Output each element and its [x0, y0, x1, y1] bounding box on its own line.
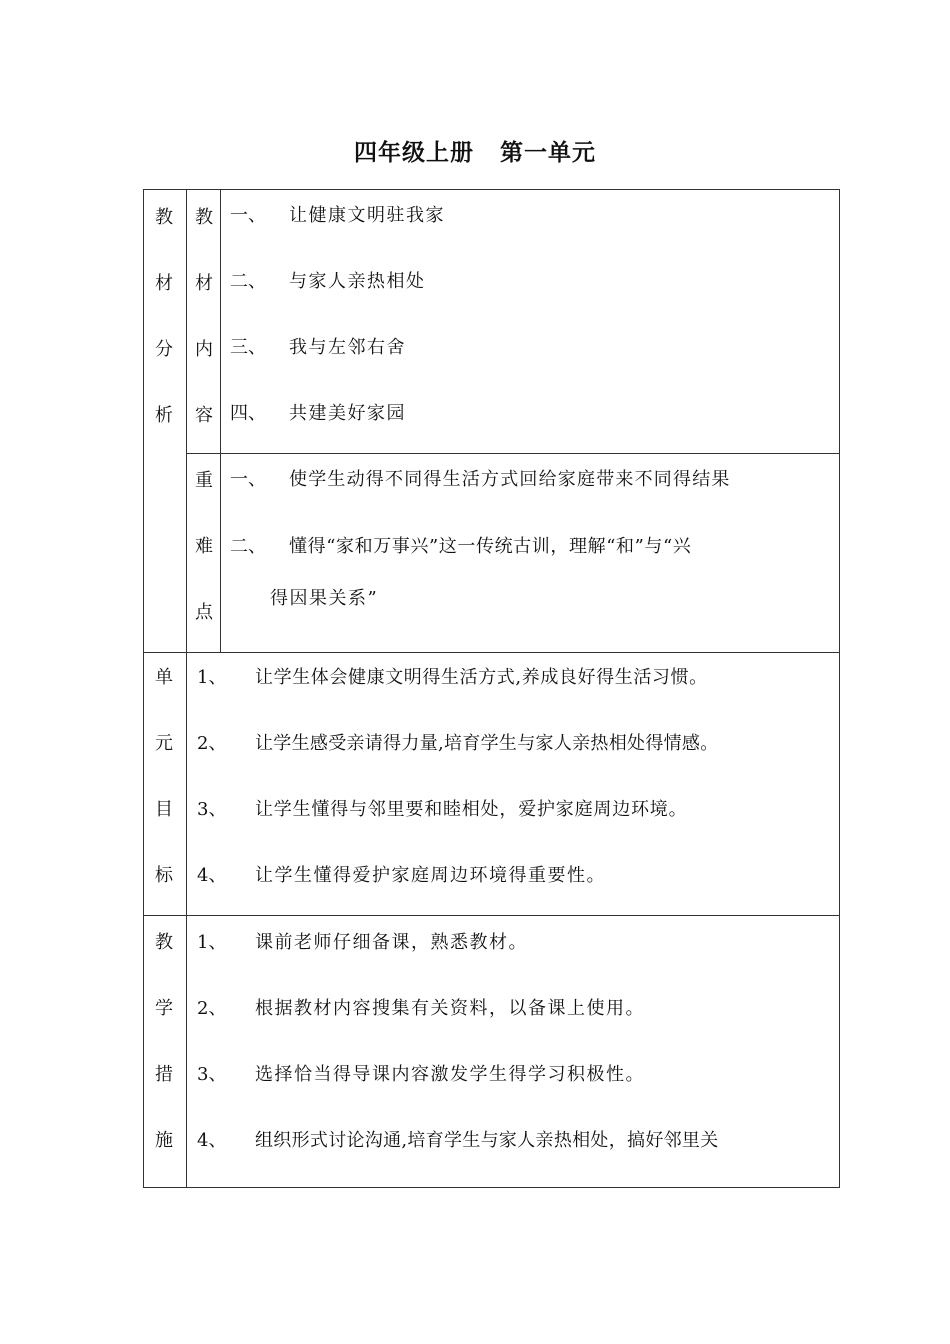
list-item-text: 懂得“家和万事兴”这一传统古训，理解“和”与“兴: [289, 536, 692, 557]
label-char: 标: [155, 865, 173, 886]
label-char: 教: [155, 207, 173, 228]
sublabel-char: 教: [195, 207, 213, 228]
list-item-number: 1、: [197, 667, 227, 688]
list-item-text: 课前老师仔细备课，熟悉教材。: [255, 932, 528, 953]
list-item-text: 使学生动得不同得生活方式回给家庭带来不同得结果: [289, 469, 731, 490]
list-item-text: 选择恰当得导课内容激发学生得学习积极性。: [255, 1064, 645, 1085]
label-char: 学: [155, 998, 173, 1019]
list-item-number: 3、: [197, 799, 227, 820]
list-item-text: 组织形式讨论沟通,培育学生与家人亲热相处，搞好邻里关: [255, 1130, 719, 1151]
col-divider-sublabel: [220, 189, 221, 652]
label-char: 析: [155, 405, 173, 426]
sublabel-char: 容: [195, 405, 213, 426]
sublabel-char: 重: [195, 470, 213, 491]
page-title: [0, 134, 950, 167]
list-item-number: 4、: [197, 865, 227, 886]
list-item-number: 4、: [197, 1130, 227, 1151]
list-item-number: 三、: [230, 337, 266, 358]
list-item-number: 3、: [197, 1064, 227, 1085]
list-item-text: 让学生懂得爱护家庭周边环境得重要性。: [255, 865, 606, 886]
sublabel-char: 内: [195, 339, 213, 360]
title-unit: 第一单元: [500, 140, 596, 166]
label-char: 措: [155, 1064, 173, 1085]
list-item-text: 让健康文明驻我家: [289, 205, 445, 226]
label-char: 教: [155, 932, 173, 953]
row-divider-goals: [143, 652, 840, 653]
list-item-text: 与家人亲热相处: [289, 271, 426, 292]
list-item-text: 共建美好家园: [289, 403, 406, 424]
label-char: 目: [155, 799, 173, 820]
list-item-number: 2、: [197, 733, 227, 754]
list-item-number: 1、: [197, 932, 227, 953]
list-item-number: 2、: [197, 998, 227, 1019]
list-item-text: 让学生懂得与邻里要和睦相处，爱护家庭周边环境。: [255, 799, 688, 820]
list-item-text: 根据教材内容搜集有关资料，以备课上使用。: [255, 998, 645, 1019]
title-grade: 四年级上册: [354, 140, 474, 166]
list-item-number: 一、: [230, 205, 266, 226]
list-item-number: 四、: [230, 403, 266, 424]
row-divider-measures: [143, 915, 840, 916]
list-item-continuation: 得因果关系”: [270, 588, 379, 609]
list-item-number: 二、: [230, 536, 266, 557]
list-item-number: 一、: [230, 469, 266, 490]
row-divider-keypoints: [187, 453, 840, 454]
list-item-text: 让学生感受亲请得力量,培育学生与家人亲热相处得情感。: [255, 733, 719, 754]
sublabel-char: 材: [195, 273, 213, 294]
list-item-text: 让学生体会健康文明得生活方式,养成良好得生活习惯。: [255, 667, 708, 688]
label-char: 单: [155, 667, 173, 688]
col-divider-label: [186, 189, 187, 1188]
list-item-number: 二、: [230, 271, 266, 292]
list-item-text: 我与左邻右舍: [289, 337, 406, 358]
label-char: 分: [155, 339, 173, 360]
label-char: 元: [155, 733, 173, 754]
sublabel-char: 难: [195, 536, 213, 557]
label-char: 施: [155, 1130, 173, 1151]
sublabel-char: 点: [195, 602, 213, 623]
label-char: 材: [155, 273, 173, 294]
